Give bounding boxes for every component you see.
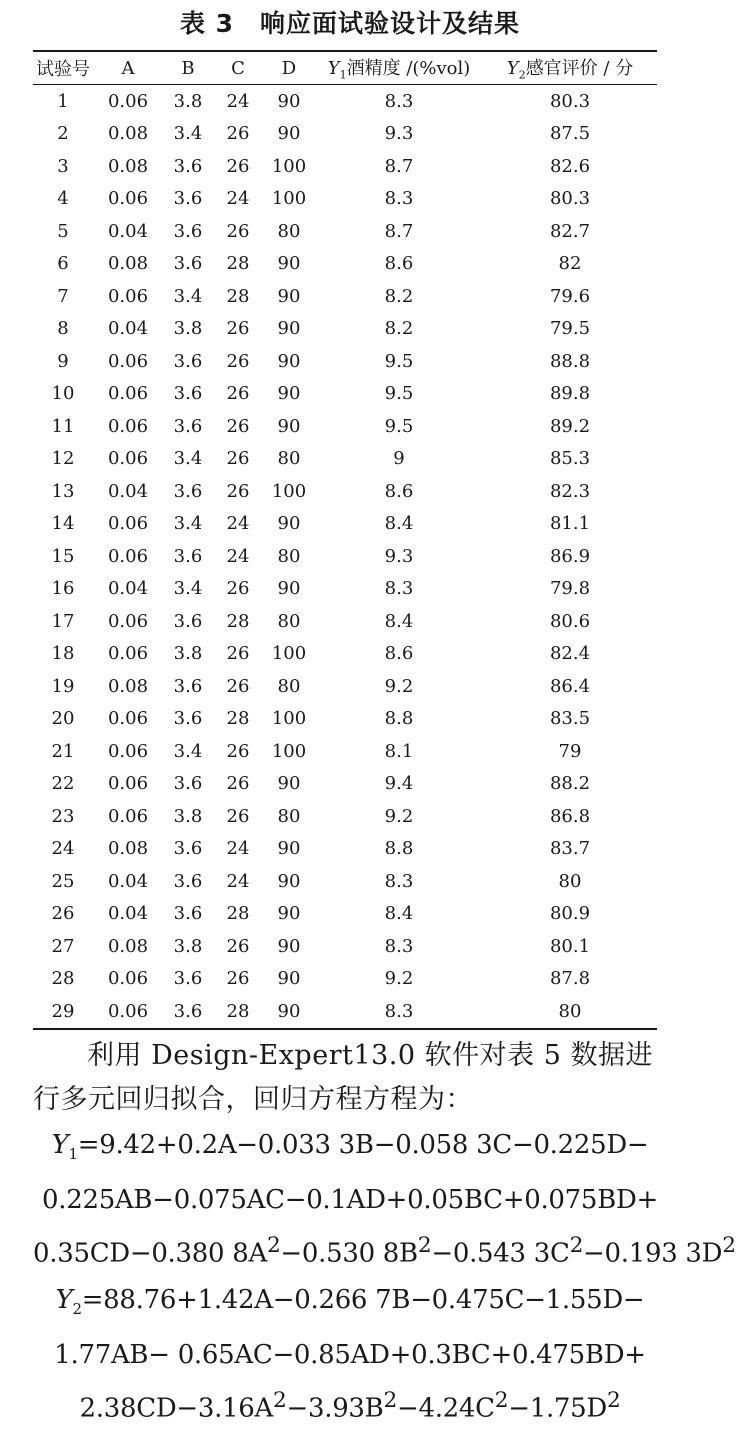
header-y2-label: 感官评价 / 分: [525, 58, 634, 80]
cell-a: 0.06: [107, 740, 149, 762]
table-row: [33, 118, 657, 151]
cell-c: 26: [226, 935, 250, 957]
cell-c: 26: [226, 773, 250, 795]
cell-c: 24: [226, 870, 250, 892]
cell-c: 26: [226, 155, 250, 177]
cell-b: 3.4: [173, 513, 203, 535]
cell-d: 90: [277, 578, 301, 600]
cell-b: 3.6: [173, 1000, 203, 1022]
table-row: [33, 215, 657, 248]
cell-c: 28: [226, 903, 250, 925]
cell-a: 0.06: [107, 513, 149, 535]
cell-b: 3.6: [173, 870, 203, 892]
cell-y2: 80.1: [549, 935, 591, 957]
cell-b: 3.4: [173, 578, 203, 600]
cell-b: 3.6: [173, 155, 203, 177]
cell-c: 26: [226, 480, 250, 502]
cell-y2: 79.5: [549, 318, 591, 340]
equation-y1-line1: $Y_1=9.42+0.2A-0.033$ 3B−0.058 3C−0.225D−: [51, 1130, 649, 1164]
cell-y1: 8.3: [384, 935, 414, 957]
cell-c: 26: [226, 643, 250, 665]
cell-b: 3.6: [173, 675, 203, 697]
cell-b: 3.8: [173, 90, 203, 112]
cell-c: 24: [226, 188, 250, 210]
cell-c: 28: [226, 1000, 250, 1022]
cell-c: 26: [226, 578, 250, 600]
cell-a: 0.08: [107, 123, 149, 145]
cell-a: 0.06: [107, 805, 149, 827]
header-b: B: [181, 57, 195, 79]
cell-trial-no: 1: [57, 90, 69, 112]
cell-d: 90: [277, 870, 301, 892]
cell-b: 3.6: [173, 383, 203, 405]
cell-c: 26: [226, 123, 250, 145]
cell-c: 24: [226, 838, 250, 860]
cell-y1: 8.3: [384, 1000, 414, 1022]
cell-b: 3.4: [173, 448, 203, 470]
header-y1: [315, 51, 483, 85]
cell-d: 80: [277, 448, 301, 470]
cell-trial-no: 26: [51, 903, 75, 925]
cell-y1: 8.4: [384, 513, 414, 535]
table-row: [33, 475, 657, 508]
cell-y1: 9.5: [384, 350, 414, 372]
table-row: [33, 735, 657, 768]
table-row: [33, 995, 657, 1029]
header-c: C: [231, 57, 245, 79]
cell-c: 26: [226, 415, 250, 437]
cell-c: 28: [226, 610, 250, 632]
cell-d: 90: [277, 350, 301, 372]
cell-y1: 8.4: [384, 903, 414, 925]
table-row: [33, 670, 657, 703]
cell-d: 90: [277, 935, 301, 957]
table-header: [33, 51, 657, 85]
cell-d: 90: [277, 383, 301, 405]
cell-trial-no: 11: [51, 415, 75, 437]
cell-d: 90: [277, 968, 301, 990]
cell-d: 90: [277, 1000, 301, 1022]
cell-b: 3.6: [173, 610, 203, 632]
cell-d: 80: [277, 545, 301, 567]
cell-b: 3.6: [173, 903, 203, 925]
table-row: [33, 963, 657, 996]
cell-y1: 9: [393, 448, 405, 470]
cell-trial-no: 5: [57, 220, 69, 242]
cell-y1: 9.5: [384, 383, 414, 405]
cell-a: 0.06: [107, 350, 149, 372]
table-row: [33, 540, 657, 573]
cell-y2: 86.8: [549, 805, 591, 827]
cell-d: 90: [277, 513, 301, 535]
cell-y2: 88.2: [549, 773, 591, 795]
cell-y2: 79: [558, 740, 582, 762]
cell-a: 0.04: [107, 480, 149, 502]
cell-a: 0.06: [107, 1000, 149, 1022]
cell-y1: 8.4: [384, 610, 414, 632]
table-row: [33, 800, 657, 833]
cell-trial-no: 13: [51, 480, 75, 502]
cell-c: 28: [226, 708, 250, 730]
cell-c: 26: [226, 318, 250, 340]
cell-b: 3.6: [173, 838, 203, 860]
cell-d: 80: [277, 675, 301, 697]
cell-y1: 8.2: [384, 318, 414, 340]
cell-trial-no: 22: [51, 773, 75, 795]
cell-trial-no: 8: [57, 318, 69, 340]
equation-y2-line2: 1.77AB− 0.65AC−0.85AD+0.3BC+0.475BD+: [54, 1340, 646, 1371]
cell-a: 0.06: [107, 448, 149, 470]
cell-d: 80: [277, 220, 301, 242]
cell-trial-no: 23: [51, 805, 75, 827]
cell-trial-no: 16: [51, 578, 75, 600]
cell-y2: 83.5: [549, 708, 591, 730]
table-row: [33, 508, 657, 541]
cell-c: 24: [226, 90, 250, 112]
cell-d: 100: [271, 155, 307, 177]
cell-b: 3.6: [173, 545, 203, 567]
header-y2: [483, 51, 657, 85]
table-row: [33, 605, 657, 638]
table-row: [33, 443, 657, 476]
cell-y2: 87.5: [549, 123, 591, 145]
header-trial-no: 试验号: [36, 59, 90, 80]
cell-y1: 9.2: [384, 675, 414, 697]
cell-b: 3.4: [173, 740, 203, 762]
cell-c: 26: [226, 805, 250, 827]
cell-a: 0.08: [107, 935, 149, 957]
header-a: A: [121, 57, 135, 79]
header-y1-var: $Y_1$: [327, 58, 347, 82]
cell-d: 100: [271, 643, 307, 665]
cell-a: 0.06: [107, 285, 149, 307]
cell-a: 0.06: [107, 383, 149, 405]
cell-c: 24: [226, 545, 250, 567]
cell-b: 3.6: [173, 480, 203, 502]
cell-trial-no: 15: [51, 545, 75, 567]
table-row: [33, 85, 657, 118]
cell-y2: 86.9: [549, 545, 591, 567]
table-row: [33, 248, 657, 281]
cell-trial-no: 24: [51, 838, 75, 860]
cell-y1: 8.3: [384, 578, 414, 600]
cell-y2: 80.9: [549, 903, 591, 925]
cell-y2: 80: [558, 1000, 582, 1022]
results-table: [33, 50, 657, 1030]
cell-trial-no: 29: [51, 1000, 75, 1022]
cell-d: 90: [277, 318, 301, 340]
table-row: [33, 865, 657, 898]
table-title: 表 3 响应面试验设计及结果: [179, 9, 521, 38]
cell-y1: 8.1: [384, 740, 414, 762]
cell-b: 3.6: [173, 415, 203, 437]
header-d: D: [281, 57, 297, 79]
cell-y1: 9.5: [384, 415, 414, 437]
cell-b: 3.8: [173, 643, 203, 665]
cell-y2: 82.7: [549, 220, 591, 242]
table-row: [33, 150, 657, 183]
cell-b: 3.4: [173, 123, 203, 145]
cell-y1: 8.2: [384, 285, 414, 307]
cell-b: 3.4: [173, 285, 203, 307]
cell-a: 0.08: [107, 675, 149, 697]
header-y1-label: 酒精度 /(%vol): [346, 58, 471, 80]
cell-y1: 8.6: [384, 643, 414, 665]
cell-c: 26: [226, 675, 250, 697]
cell-b: 3.8: [173, 318, 203, 340]
cell-y2: 83.7: [549, 838, 591, 860]
cell-d: 90: [277, 838, 301, 860]
cell-b: 3.6: [173, 773, 203, 795]
equation-y1-line3: 0.35CD−0.380 $8A^2-0.530$ $8B^2-0.543$ $3C^2-0.193$ $3D^2$: [33, 1233, 736, 1269]
cell-b: 3.6: [173, 188, 203, 210]
cell-c: 26: [226, 383, 250, 405]
cell-y1: 8.6: [384, 480, 414, 502]
table-row: [33, 280, 657, 313]
cell-c: 24: [226, 513, 250, 535]
table-row: [33, 930, 657, 963]
cell-trial-no: 27: [51, 935, 75, 957]
equation-y2-line1: $Y_2=88.76+1.42A-0.266$ 7B−0.475C−1.55D−: [55, 1284, 645, 1319]
cell-trial-no: 20: [51, 708, 75, 730]
cell-trial-no: 4: [57, 188, 69, 210]
cell-trial-no: 2: [57, 123, 69, 145]
cell-a: 0.08: [107, 838, 149, 860]
cell-y1: 9.3: [384, 123, 414, 145]
cell-y2: 79.6: [549, 285, 591, 307]
cell-y2: 82.4: [549, 643, 591, 665]
cell-c: 26: [226, 448, 250, 470]
table-row: [33, 898, 657, 931]
cell-y2: 89.8: [549, 383, 591, 405]
cell-d: 100: [271, 708, 307, 730]
cell-b: 3.6: [173, 708, 203, 730]
table-header-row: [33, 51, 657, 85]
cell-y2: 85.3: [549, 448, 591, 470]
cell-a: 0.06: [107, 545, 149, 567]
cell-b: 3.6: [173, 220, 203, 242]
table-row: [33, 313, 657, 346]
cell-a: 0.04: [107, 220, 149, 242]
cell-a: 0.04: [107, 578, 149, 600]
cell-c: 26: [226, 740, 250, 762]
cell-d: 100: [271, 740, 307, 762]
cell-y2: 88.8: [549, 350, 591, 372]
cell-trial-no: 17: [51, 610, 75, 632]
equation-y2-line3: $2.38CD-3.16A^2-3.93B^2-4.24C^2-1.75D^2$: [79, 1388, 621, 1424]
table-row: [33, 183, 657, 216]
table-row: [33, 768, 657, 801]
table-row: [33, 573, 657, 606]
cell-y2: 80: [558, 870, 582, 892]
cell-b: 3.8: [173, 935, 203, 957]
cell-y1: 9.3: [384, 545, 414, 567]
cell-a: 0.08: [107, 253, 149, 275]
cell-a: 0.06: [107, 643, 149, 665]
equation-y1-line2: 0.225AB−0.075AC−0.1AD+0.05BC+0.075BD+: [42, 1185, 658, 1216]
cell-b: 3.6: [173, 253, 203, 275]
cell-a: 0.08: [107, 155, 149, 177]
table-row: [33, 378, 657, 411]
cell-a: 0.06: [107, 610, 149, 632]
cell-y2: 80.3: [549, 90, 591, 112]
cell-c: 26: [226, 220, 250, 242]
cell-d: 80: [277, 805, 301, 827]
cell-d: 90: [277, 415, 301, 437]
cell-y1: 8.3: [384, 870, 414, 892]
cell-a: 0.04: [107, 318, 149, 340]
cell-trial-no: 25: [51, 870, 75, 892]
table-body: [33, 85, 657, 1029]
cell-y1: 8.3: [384, 188, 414, 210]
cell-d: 100: [271, 480, 307, 502]
cell-d: 80: [277, 610, 301, 632]
cell-y2: 82.6: [549, 155, 591, 177]
cell-trial-no: 28: [51, 968, 75, 990]
cell-y1: 9.2: [384, 805, 414, 827]
cell-a: 0.06: [107, 708, 149, 730]
cell-d: 90: [277, 253, 301, 275]
cell-y1: 8.7: [384, 220, 414, 242]
cell-d: 90: [277, 285, 301, 307]
cell-y1: 8.8: [384, 708, 414, 730]
results-table-container: [33, 50, 657, 1030]
cell-d: 100: [271, 188, 307, 210]
cell-b: 3.6: [173, 968, 203, 990]
cell-trial-no: 3: [57, 155, 69, 177]
cell-trial-no: 10: [51, 383, 75, 405]
cell-y1: 8.7: [384, 155, 414, 177]
cell-trial-no: 18: [51, 643, 75, 665]
cell-d: 90: [277, 773, 301, 795]
cell-y1: 8.3: [384, 90, 414, 112]
cell-a: 0.04: [107, 870, 149, 892]
cell-trial-no: 14: [51, 513, 75, 535]
table-row: [33, 703, 657, 736]
cell-a: 0.06: [107, 415, 149, 437]
cell-y2: 89.2: [549, 415, 591, 437]
cell-y2: 82: [558, 253, 582, 275]
table-row: [33, 638, 657, 671]
cell-y2: 81.1: [549, 513, 591, 535]
cell-trial-no: 9: [57, 350, 69, 372]
cell-a: 0.06: [107, 188, 149, 210]
cell-a: 0.06: [107, 968, 149, 990]
table-row: [33, 410, 657, 443]
cell-y2: 80.3: [549, 188, 591, 210]
cell-d: 90: [277, 123, 301, 145]
cell-y2: 82.3: [549, 480, 591, 502]
cell-b: 3.6: [173, 350, 203, 372]
table-row: [33, 345, 657, 378]
cell-a: 0.06: [107, 90, 149, 112]
header-y2-var: $Y_2$: [506, 58, 526, 82]
cell-c: 26: [226, 350, 250, 372]
cell-b: 3.8: [173, 805, 203, 827]
regression-paragraph: 利用 Design-Expert13.0 软件对表 5 数据进行多元回归拟合，回归方程方程为：: [33, 1040, 653, 1115]
cell-y2: 79.8: [549, 578, 591, 600]
table-row: [33, 833, 657, 866]
cell-trial-no: 12: [51, 448, 75, 470]
cell-a: 0.06: [107, 773, 149, 795]
cell-y1: 9.2: [384, 968, 414, 990]
body-text: [33, 1034, 736, 1432]
cell-y1: 8.6: [384, 253, 414, 275]
cell-d: 90: [277, 903, 301, 925]
cell-c: 28: [226, 253, 250, 275]
cell-trial-no: 7: [57, 285, 69, 307]
cell-trial-no: 19: [51, 675, 75, 697]
cell-trial-no: 21: [51, 740, 75, 762]
cell-d: 90: [277, 90, 301, 112]
cell-c: 26: [226, 968, 250, 990]
cell-y2: 80.6: [549, 610, 591, 632]
cell-y2: 87.8: [549, 968, 591, 990]
cell-a: 0.04: [107, 903, 149, 925]
cell-c: 28: [226, 285, 250, 307]
cell-trial-no: 6: [57, 253, 69, 275]
cell-y1: 8.8: [384, 838, 414, 860]
cell-y2: 86.4: [549, 675, 591, 697]
cell-y1: 9.4: [384, 773, 414, 795]
